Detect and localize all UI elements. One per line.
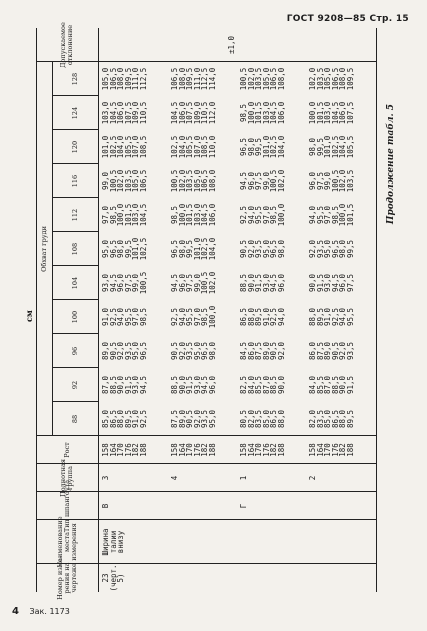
bust-values: 96,0 97,5 99,0 100,5 102,0 103,5 <box>308 169 355 193</box>
bust-values: 86,0 87,5 89,0 90,5 92,0 93,5 <box>308 341 355 361</box>
bust-values: 91,0 92,5 94,0 95,5 97,0 98,5 <box>101 307 148 327</box>
bust-values: 97,0 98,5 100,0 101,5 103,0 104,5 <box>101 203 148 227</box>
bust-values: 94,0 95,5 97,0 98,5 100,0 101,5 <box>308 203 355 227</box>
bust-values: 80,5 82,0 83,5 85,0 86,5 88,0 <box>239 409 286 429</box>
page-header: ГОСТ 9208—85 Стр. 15 <box>286 14 409 24</box>
bust-values: 88,0 89,5 91,0 92,5 94,0 95,5 <box>308 307 355 327</box>
tolerance-value: ±1,0 <box>227 35 236 55</box>
bust-values: 105,0 106,5 108,0 109,5 111,0 112,5 <box>101 67 148 91</box>
bust-values: 89,0 90,5 92,0 93,5 95,0 96,5 <box>101 341 148 361</box>
mannequin-type-g: Г <box>239 503 248 509</box>
header-bust-size: 96 <box>70 346 79 356</box>
height-values: 158 164 170 176 182 188 <box>239 443 286 457</box>
bust-values: 106,5 108,0 109,5 111,0 112,5 114,0 <box>170 67 217 91</box>
unit-label: см <box>24 310 34 322</box>
height-values: 158 164 170 176 182 188 <box>101 443 148 457</box>
header-bottom-rule <box>98 28 99 592</box>
height-values: 158 164 170 176 182 188 <box>308 443 355 457</box>
bust-values: 102,5 104,0 105,5 107,0 108,5 110,0 <box>170 135 217 159</box>
header-fullness-group: Полнотная группа <box>59 459 74 497</box>
bust-values: 82,0 83,5 85,0 86,5 88,0 89,5 <box>308 409 355 429</box>
bust-values: 90,5 92,0 93,5 95,0 96,5 98,0 <box>170 341 217 361</box>
bust-values: 88,5 90,0 91,5 93,0 94,5 96,0 <box>170 375 217 395</box>
rotated-table-wrap <box>20 22 380 600</box>
table-grid <box>20 22 380 600</box>
header-tolerance: Допускаемое отклонение <box>59 22 74 68</box>
bust-values: 100,5 102,0 103,5 105,0 106,5 108,0 <box>239 67 286 91</box>
bust-values: 88,5 90,0 91,5 93,0 94,5 96,0 <box>239 273 286 293</box>
height-values: 158 164 170 176 182 188 <box>170 443 217 457</box>
bust-values: 98,5 100,0 101,5 103,0 104,5 106,0 <box>239 101 286 125</box>
bust-values: 96,5 98,0 99,5 101,0 102,5 104,0 <box>239 135 286 159</box>
continuation-label: Продолжение табл. 5 <box>386 104 396 225</box>
header-bust-size: 112 <box>70 208 79 222</box>
bust-values: 94,5 96,0 97,5 99,0 100,5 102,0 <box>239 169 286 193</box>
header-mannequin-type: Тип шпангоута <box>62 479 71 533</box>
bust-values: 82,5 84,0 85,5 87,0 88,5 90,0 <box>239 375 286 395</box>
mannequin-type-v: В <box>101 503 110 509</box>
bust-values: 104,5 106,0 107,5 109,0 110,5 112,0 <box>170 101 217 125</box>
header-bust-size: 88 <box>70 414 79 424</box>
bust-values: 90,0 91,5 93,0 94,5 96,0 97,5 <box>308 273 355 293</box>
bust-values: 99,0 100,5 102,0 103,5 105,0 106,5 <box>101 169 148 193</box>
bust-values: 92,5 94,0 95,5 97,0 98,5 100,0 <box>239 203 286 227</box>
print-order: Зак. 1173 <box>29 607 70 616</box>
header-bust-size: 104 <box>70 276 79 290</box>
bust-values: 100,0 101,5 103,0 104,5 106,0 107,5 <box>308 101 355 125</box>
bust-values: 94,5 96,0 97,5 99,0 100,5 102,0 <box>170 271 217 295</box>
bust-values: 90,5 92,0 93,5 95,0 96,5 98,0 <box>239 239 286 259</box>
bust-values: 92,5 94,0 95,5 97,0 98,5 100,0 <box>170 305 217 329</box>
table-bottom-rule <box>376 28 377 592</box>
bust-values: 92,0 93,5 95,0 96,5 98,0 99,5 <box>308 239 355 259</box>
header-height: Рост <box>62 442 71 458</box>
bust-values: 85,0 86,5 88,0 89,5 91,0 92,5 <box>101 409 148 429</box>
header-measure-place: Наименование места измерения <box>55 516 78 568</box>
bust-values: 98,5 100,0 101,5 103,0 104,5 106,0 <box>170 203 217 227</box>
bust-values: 86,5 88,0 89,5 91,0 92,5 94,0 <box>239 307 286 327</box>
bust-values: 98,0 99,5 101,0 102,5 104,0 105,5 <box>308 135 355 159</box>
bust-values: 87,5 89,0 90,5 92,0 93,5 95,0 <box>170 409 217 429</box>
fullness-group-value: 2 <box>308 475 317 481</box>
fullness-group-value: 4 <box>170 475 179 481</box>
header-bust-size: 108 <box>70 242 79 256</box>
fullness-group-value: 1 <box>239 475 248 481</box>
header-measure-number: Номер изме- рения на чертеже <box>55 556 78 600</box>
bust-values: 96,5 98,0 99,5 101,0 102,5 104,0 <box>170 237 217 261</box>
bust-values: 100,5 102,0 103,5 105,0 106,5 108,0 <box>170 169 217 193</box>
header-bust-size: 92 <box>70 380 79 390</box>
fullness-group-value: 3 <box>101 475 110 481</box>
page-footer <box>12 606 70 617</box>
header-bust-size: 128 <box>70 72 79 86</box>
header-bust-group: Обхват груди <box>39 226 48 272</box>
measurements-table <box>20 22 380 600</box>
header-bust-size: 124 <box>70 106 79 120</box>
bust-values: 87,0 88,5 90,0 91,5 93,0 94,5 <box>101 375 148 395</box>
bust-values: 102,0 103,5 105,0 106,5 108,0 109,5 <box>308 67 355 91</box>
bust-values: 103,0 104,5 106,0 107,5 109,0 110,5 <box>101 101 148 125</box>
measure-place: Ширина талии внизу <box>101 528 126 556</box>
header-bust-size: 100 <box>70 310 79 324</box>
bust-values: 84,0 85,5 87,0 88,5 90,0 91,5 <box>308 375 355 395</box>
bust-values: 93,0 94,5 96,0 97,5 99,0 100,5 <box>101 271 148 295</box>
page-number: 4 <box>12 606 19 617</box>
bust-values: 101,0 102,5 104,0 105,5 107,0 108,5 <box>101 135 148 159</box>
bust-values: 95,0 96,5 98,0 99,5 101,0 102,5 <box>101 237 148 261</box>
measure-number: 23 (черт. 5) <box>101 564 126 592</box>
bust-values: 84,5 86,0 87,5 89,0 90,5 92,0 <box>239 341 286 361</box>
header-bust-size: 120 <box>70 140 79 154</box>
header-bust-size: 116 <box>70 174 79 188</box>
